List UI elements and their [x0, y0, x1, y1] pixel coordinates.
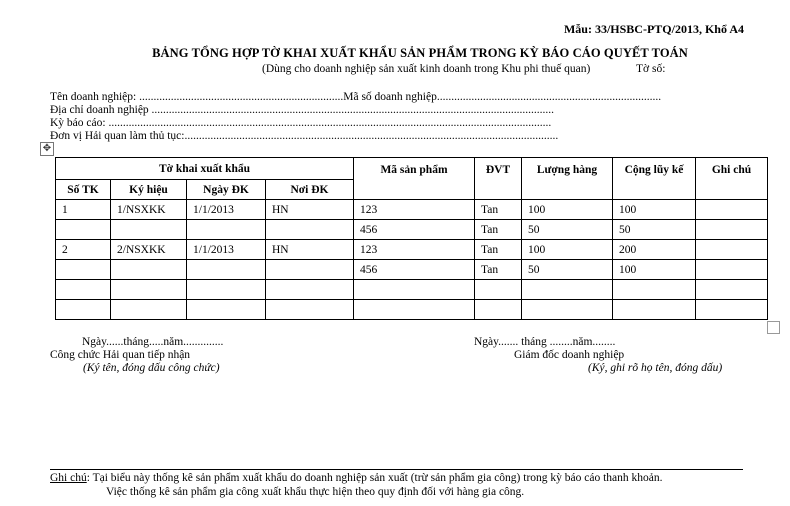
footnote-divider	[50, 469, 743, 470]
cell-so-tk[interactable]	[56, 300, 111, 320]
cell-cong-luy-ke[interactable]: 200	[613, 240, 696, 260]
cell-ky-hieu[interactable]	[111, 280, 187, 300]
cell-ky-hieu[interactable]: 1/NSXKK	[111, 200, 187, 220]
cell-ngay-dk[interactable]: 1/1/2013	[187, 200, 266, 220]
cell-noi-dk[interactable]: HN	[266, 240, 354, 260]
cell-ngay-dk[interactable]	[187, 220, 266, 240]
cell-so-tk[interactable]	[56, 280, 111, 300]
cell-cong-luy-ke[interactable]	[613, 300, 696, 320]
cell-noi-dk[interactable]	[266, 280, 354, 300]
cell-ma-sp[interactable]: 456	[354, 220, 475, 240]
cell-luong-hang[interactable]: 50	[522, 260, 613, 280]
cell-so-tk[interactable]: 2	[56, 240, 111, 260]
cell-ngay-dk[interactable]	[187, 280, 266, 300]
header-export-declaration: Tờ khai xuất khẩu	[56, 158, 354, 180]
cell-dvt[interactable]: Tan	[475, 260, 522, 280]
cell-noi-dk[interactable]	[266, 260, 354, 280]
header-unit: ĐVT	[475, 158, 522, 200]
cell-ghi-chu[interactable]	[696, 240, 768, 260]
cell-cong-luy-ke[interactable]: 100	[613, 260, 696, 280]
cell-so-tk[interactable]	[56, 260, 111, 280]
cell-ghi-chu[interactable]	[696, 200, 768, 220]
sheet-number-label: Tờ số:	[636, 63, 666, 75]
cell-noi-dk[interactable]: HN	[266, 200, 354, 220]
header-declaration-number: Số TK	[56, 180, 111, 200]
cell-luong-hang[interactable]: 100	[522, 240, 613, 260]
cell-ma-sp[interactable]	[354, 280, 475, 300]
cell-so-tk[interactable]: 1	[56, 200, 111, 220]
table-row	[56, 200, 768, 220]
cell-ky-hieu[interactable]	[111, 260, 187, 280]
right-signature-note: (Ký, ghi rõ họ tên, đóng dấu)	[588, 362, 723, 374]
table-row	[56, 240, 768, 260]
table-row	[56, 280, 768, 300]
tax-code-text: Mã số doanh nghiệp..............................................................................	[343, 91, 662, 103]
document-subtitle: (Dùng cho doanh nghiệp sản xuất kinh doanh trong Khu phi thuế quan)	[262, 63, 591, 75]
left-signature-note: (Ký tên, đóng dấu công chức)	[83, 362, 220, 374]
header-product-code: Mã sản phẩm	[354, 158, 475, 200]
cell-luong-hang[interactable]	[522, 300, 613, 320]
cell-dvt[interactable]	[475, 300, 522, 320]
cell-luong-hang[interactable]: 100	[522, 200, 613, 220]
cell-dvt[interactable]: Tan	[475, 220, 522, 240]
export-declaration-table	[55, 157, 768, 320]
cell-noi-dk[interactable]	[266, 300, 354, 320]
customs-unit-field: Đơn vị Hải quan làm thủ tục:..................................................................................................................................	[50, 130, 559, 142]
cell-noi-dk[interactable]	[266, 220, 354, 240]
cell-dvt[interactable]: Tan	[475, 200, 522, 220]
footnote-text-1: : Tại biểu này thống kê sản phẩm xuất khẩu do doanh nghiệp sản xuất (trừ sản phẩm gia công) trong kỳ báo cáo thanh khoản.	[86, 472, 663, 484]
header-registration-place: Nơi ĐK	[266, 180, 354, 200]
cell-ma-sp[interactable]: 456	[354, 260, 475, 280]
footnote-line-2: Việc thống kê sản phẩm gia công xuất khẩu thực hiện theo quy định đối với hàng gia công.	[106, 486, 525, 498]
table-row	[56, 260, 768, 280]
header-cumulative: Cộng lũy kế	[613, 158, 696, 200]
cell-ky-hieu[interactable]: 2/NSXKK	[111, 240, 187, 260]
company-name-text: Tên doanh nghiệp: .......................................................................	[50, 91, 344, 103]
cell-dvt[interactable]	[475, 280, 522, 300]
left-signature-date: Ngày......tháng.....năm..............	[82, 336, 224, 348]
cell-luong-hang[interactable]: 50	[522, 220, 613, 240]
cell-so-tk[interactable]	[56, 220, 111, 240]
cell-ghi-chu[interactable]	[696, 220, 768, 240]
left-signature-title: Công chức Hải quan tiếp nhận	[50, 349, 191, 361]
resize-icon[interactable]	[767, 321, 780, 334]
cell-dvt[interactable]: Tan	[475, 240, 522, 260]
cell-ghi-chu[interactable]	[696, 300, 768, 320]
document-title: BẢNG TỔNG HỢP TỜ KHAI XUẤT KHẨU SẢN PHẨM TRONG KỲ BÁO CÁO QUYẾT TOÁN	[152, 46, 688, 60]
cell-ma-sp[interactable]	[354, 300, 475, 320]
table-row	[56, 300, 768, 320]
cell-ma-sp[interactable]: 123	[354, 240, 475, 260]
right-signature-title: Giám đốc doanh nghiệp	[514, 349, 625, 361]
cell-cong-luy-ke[interactable]: 50	[613, 220, 696, 240]
report-period-field: Kỳ báo cáo: ..........................................................................................................................................................	[50, 117, 552, 129]
cell-ky-hieu[interactable]	[111, 300, 187, 320]
cell-ghi-chu[interactable]	[696, 280, 768, 300]
form-code: Mẫu: 33/HSBC-PTQ/2013, Khổ A4	[563, 22, 744, 36]
cell-ngay-dk[interactable]	[187, 260, 266, 280]
company-address-field: Địa chỉ doanh nghiệp ............................................................................................................................................	[50, 104, 555, 116]
cell-luong-hang[interactable]	[522, 280, 613, 300]
cell-cong-luy-ke[interactable]	[613, 280, 696, 300]
header-symbol: Ký hiệu	[111, 180, 187, 200]
cell-cong-luy-ke[interactable]: 100	[613, 200, 696, 220]
right-signature-date: Ngày....... tháng ........năm........	[474, 336, 616, 348]
cell-ky-hieu[interactable]	[111, 220, 187, 240]
cell-ngay-dk[interactable]	[187, 300, 266, 320]
header-note: Ghi chú	[696, 158, 768, 200]
footnote-line-1	[50, 472, 663, 484]
move-icon[interactable]: ✥	[40, 142, 54, 156]
cell-ma-sp[interactable]: 123	[354, 200, 475, 220]
cell-ghi-chu[interactable]	[696, 260, 768, 280]
footnote-label: Ghi chú	[50, 472, 87, 484]
header-registration-date: Ngày ĐK	[187, 180, 266, 200]
company-name-field	[50, 91, 661, 103]
header-quantity: Lượng hàng	[522, 158, 613, 200]
table-row	[56, 220, 768, 240]
cell-ngay-dk[interactable]: 1/1/2013	[187, 240, 266, 260]
